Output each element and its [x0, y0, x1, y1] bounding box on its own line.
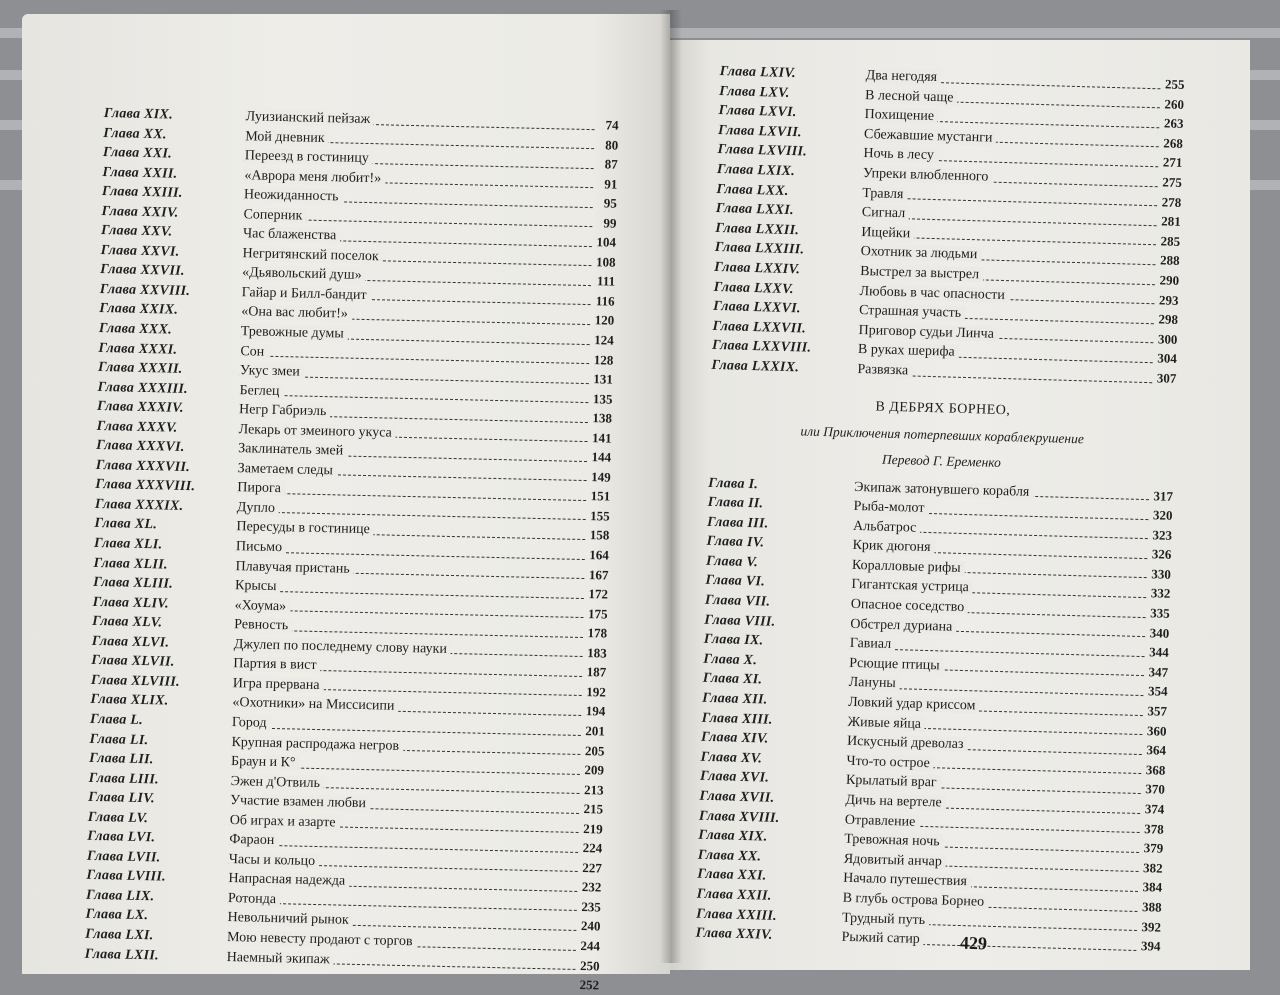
chapter-title: Пересуды в гостинице: [236, 520, 374, 538]
chapter-number: Глава LXX.: [716, 181, 789, 199]
chapter-number: Глава LX.: [85, 907, 149, 924]
page-ref: 192: [586, 683, 606, 700]
chapter-number: Глава LXXIII.: [714, 240, 805, 258]
page-ref: 158: [589, 527, 610, 544]
chapter-number: Глава LXXIX.: [711, 357, 800, 376]
page-ref: 263: [1163, 115, 1184, 132]
chapter-number: Глава LXIV.: [719, 63, 797, 82]
chapter-title: Ловкий удар криссом: [848, 695, 980, 714]
chapter-number: Глава VI.: [705, 573, 766, 590]
chapter-title: Выстрел за выстрел: [860, 264, 983, 282]
page-ref: 215: [583, 801, 604, 817]
chapter-number: Глава XXXVIII.: [95, 477, 196, 495]
chapter-number: Глава VIII.: [704, 612, 776, 630]
page-ref: 394: [1140, 938, 1161, 954]
chapter-title: Лануны: [849, 675, 901, 691]
page-ref: 281: [1161, 213, 1181, 230]
page-ref: 120: [594, 312, 615, 329]
chapter-number: Глава XLI.: [93, 535, 163, 553]
page-ref: 95: [603, 195, 618, 211]
page-ref: 374: [1144, 801, 1165, 817]
page-ref: 344: [1148, 644, 1169, 661]
page-ref: 213: [583, 781, 604, 798]
chapter-title: Упреки влюбленного: [863, 166, 993, 185]
chapter-number: Глава XXVIII.: [99, 281, 191, 299]
chapter-number: Глава XXIII.: [695, 906, 778, 924]
chapter-title: Охотник за людьми: [861, 244, 982, 262]
page-ref: 99: [603, 215, 617, 231]
chapter-number: Глава LXXII.: [715, 220, 800, 239]
page-ref: 326: [1151, 546, 1172, 563]
chapter-title: В лесной чаще: [865, 88, 958, 106]
chapter-number: Глава LVII.: [86, 848, 161, 866]
chapter-title: Альбатрос: [853, 519, 921, 536]
page-ref: 209: [584, 762, 605, 778]
chapter-number: Глава XXXIX.: [94, 496, 184, 514]
chapter-number: Глава LIV.: [88, 789, 156, 807]
page-ref: 128: [593, 351, 614, 368]
page-ref: 252: [579, 977, 600, 993]
chapter-title: Браун и К°: [231, 754, 300, 771]
chapter-title: Гавиал: [850, 636, 896, 652]
page-ref: 144: [591, 449, 612, 465]
chapter-number: Глава XXVI.: [100, 242, 180, 260]
chapter-title: Похищение: [864, 107, 938, 124]
page-ref: 131: [593, 371, 614, 387]
chapter-number: Глава LII.: [88, 750, 154, 768]
chapter-title: Крысы: [235, 578, 281, 594]
chapter-title: Приговор судьи Линча: [858, 323, 998, 342]
page-ref: 235: [581, 898, 602, 915]
chapter-number: Глава XLIII.: [92, 575, 174, 592]
chapter-number: Глава XX.: [697, 847, 762, 865]
chapter-number: Глава III.: [706, 514, 769, 532]
chapter-title: «Аврора меня любит!»: [244, 168, 385, 186]
chapter-number: Глава LXXVIII.: [711, 338, 812, 356]
chapter-title: Заклинатель змей: [238, 441, 347, 458]
page-ref: 141: [591, 429, 612, 446]
page-ref: 255: [1164, 76, 1185, 92]
right-toc-list: [695, 62, 1184, 956]
chapter-title: Мой дневник: [245, 129, 329, 146]
page-ref: 167: [588, 566, 609, 583]
page-ref: 347: [1148, 664, 1169, 680]
chapter-number: Глава LVI.: [87, 829, 156, 846]
page-ref: 138: [592, 410, 613, 426]
chapter-number: Глава LXIX.: [716, 161, 796, 180]
chapter-number: Глава XXV.: [100, 223, 173, 240]
chapter-title: Страшная участь: [859, 303, 965, 321]
chapter-title: Крик дюгоня: [852, 538, 934, 555]
chapter-number: Глава LXII.: [84, 946, 160, 963]
chapter-number: Глава LIX.: [85, 887, 155, 905]
chapter-number: Глава LXXVI.: [712, 299, 802, 317]
page-ref: 201: [585, 723, 606, 739]
chapter-number: Глава LI.: [89, 731, 149, 748]
chapter-title: Крылатый враг: [846, 773, 941, 791]
page-ref: 183: [587, 644, 607, 661]
page-ref: 384: [1142, 879, 1163, 896]
page-ref: 87: [604, 156, 618, 172]
chapter-title: Живые яйца: [847, 714, 925, 731]
chapter-number: Глава XXXV.: [96, 418, 178, 436]
page-ref: 293: [1158, 291, 1179, 308]
chapter-number: Глава LXXI.: [715, 201, 795, 219]
chapter-title: Ищейки: [861, 225, 914, 241]
chapter-number: Глава XXII.: [102, 164, 178, 182]
page-ref: 304: [1157, 350, 1178, 367]
chapter-title: Тревожные думы: [241, 324, 348, 341]
chapter-title: Два негодяя: [865, 68, 941, 85]
chapter-number: Глава LV.: [87, 809, 149, 826]
chapter-title: Отравление: [845, 812, 920, 829]
chapter-number: Глава XXI.: [102, 145, 173, 162]
chapter-title: Тревожная ночь: [844, 832, 944, 850]
chapter-number: Глава XXI.: [697, 867, 767, 884]
chapter-number: Глава XLIV.: [92, 594, 170, 612]
chapter-number: Глава XXIV.: [101, 203, 179, 221]
left-page: [22, 14, 670, 993]
chapter-number: Глава XXVII.: [100, 262, 185, 280]
chapter-title: Фараон: [229, 832, 278, 848]
chapter-title: Ревность: [234, 617, 292, 633]
page-ref: 164: [589, 547, 610, 563]
book-gutter: [660, 10, 682, 963]
chapter-number: Глава X.: [703, 651, 758, 669]
page-ref: 378: [1144, 820, 1164, 837]
chapter-number: Глава LXXV.: [713, 279, 795, 297]
chapter-title: Заметаем следы: [238, 461, 337, 478]
page-ref: 354: [1147, 683, 1168, 700]
chapter-title: Эжен д'Отвиль: [230, 774, 324, 791]
chapter-title: Гигантская устрица: [851, 577, 973, 595]
page-ref: 155: [590, 508, 610, 524]
chapter-title: Гайар и Билл-бандит: [242, 285, 371, 303]
chapter-title: Лекарь от змеиного укуса: [238, 422, 396, 441]
chapter-title: «Дьявольский душ»: [242, 266, 366, 284]
chapter-title: Невольничий рынок: [227, 910, 353, 928]
page-ref: 379: [1143, 840, 1164, 856]
page-ref: 250: [579, 957, 600, 973]
page-ref: 178: [587, 625, 608, 641]
chapter-number: Глава XLII.: [93, 555, 168, 573]
page-ref: 124: [594, 332, 614, 348]
page-ref: 317: [1153, 487, 1174, 504]
chapter-number: Глава V.: [705, 553, 759, 571]
chapter-number: Глава L.: [89, 711, 144, 728]
page-ref: 194: [585, 703, 606, 719]
chapter-title: «Охотники» на Миссисипи: [232, 695, 398, 714]
chapter-number: Глава XXIX.: [99, 301, 179, 319]
page-ref: 244: [580, 937, 601, 954]
page-ref: 205: [584, 742, 605, 759]
page-ref: 172: [588, 586, 609, 602]
chapter-title: Беглец: [239, 383, 283, 399]
chapter-number: Глава XVII.: [699, 788, 775, 806]
chapter-title: Мою невесту продают с торгов: [227, 930, 417, 949]
page-ref: 108: [595, 254, 616, 270]
page-ref: 364: [1146, 742, 1167, 758]
page-ref: 368: [1145, 761, 1166, 778]
chapter-number: Глава XXXVI.: [96, 438, 185, 456]
chapter-title: Любовь в час опасности: [859, 284, 1009, 303]
page-ref: 320: [1152, 507, 1173, 523]
chapter-number: Глава XXXIII.: [97, 379, 189, 397]
chapter-title: Партия в вист: [233, 656, 321, 673]
page-ref: 116: [595, 293, 615, 309]
chapter-number: Глава I.: [708, 475, 759, 492]
chapter-number: Глава XL.: [94, 516, 158, 533]
chapter-number: Глава XXXIV.: [96, 399, 184, 417]
chapter-number: Глава XLVIII.: [90, 672, 181, 690]
chapter-title: Крупная распродажа негров: [231, 735, 403, 754]
chapter-title: Опасное соседство: [851, 597, 969, 615]
chapter-number: Глава XLVII.: [91, 653, 175, 671]
chapter-title: «Хоума»: [234, 598, 290, 614]
page-ref: 285: [1160, 233, 1181, 249]
chapter-title: Рсющие птицы: [849, 656, 944, 674]
page-ref: 290: [1159, 272, 1180, 288]
chapter-title: «Она вас любит!»: [241, 305, 352, 323]
chapter-title: Город: [232, 715, 271, 731]
page-ref: 278: [1161, 193, 1182, 210]
page-ref: 268: [1163, 135, 1184, 151]
chapter-number: Глава XXX.: [98, 320, 173, 338]
chapter-title: Напрасная надежда: [228, 871, 349, 889]
chapter-title: Коралловые рифы: [852, 558, 965, 576]
chapter-number: Глава XI.: [702, 671, 763, 688]
left-toc-list: [84, 104, 619, 995]
section-subtitle: или Приключения потерпевших кораблекрушение: [800, 422, 1085, 446]
chapter-number: Глава LXXIV.: [714, 259, 801, 278]
page-ref: 288: [1159, 252, 1180, 269]
chapter-title: Трудный путь: [842, 910, 929, 927]
page-ref: 298: [1158, 311, 1179, 328]
page-ref: 74: [605, 117, 619, 133]
chapter-number: Глава XVIII.: [698, 808, 780, 826]
chapter-title: Экипаж затонувшего корабля: [854, 479, 1034, 499]
page-ref: 323: [1152, 526, 1173, 543]
chapter-number: Глава LXI.: [84, 926, 154, 944]
right-page: [670, 40, 1250, 970]
chapter-number: Глава VII.: [704, 592, 771, 610]
chapter-number: Глава XLV.: [92, 614, 163, 631]
chapter-number: Глава XXII.: [696, 886, 772, 904]
chapter-title: Ночь в лесу: [863, 146, 938, 163]
page-ref: 111: [596, 273, 616, 290]
chapter-title: Наемный экипаж: [227, 950, 334, 967]
chapter-number: Глава XIX.: [698, 827, 768, 845]
chapter-number: Глава LIII.: [88, 770, 160, 788]
chapter-title: Ядовитый анчар: [844, 852, 946, 870]
page-ref: 370: [1145, 781, 1166, 798]
chapter-number: Глава XLVI.: [91, 633, 170, 651]
chapter-number: Глава XV.: [700, 749, 763, 767]
chapter-title: Дупло: [237, 500, 279, 516]
chapter-title: Развязка: [857, 362, 912, 379]
chapter-number: Глава XX.: [103, 125, 167, 142]
chapter-number: Глава XIV.: [700, 729, 769, 747]
chapter-title: Об играх и азарте: [230, 813, 340, 830]
chapter-title: Травля: [862, 186, 907, 202]
page-ref: 300: [1157, 331, 1178, 347]
chapter-number: Глава IX.: [703, 632, 764, 649]
page-number: 429: [959, 932, 988, 954]
chapter-title: Рыжий сатир: [841, 930, 924, 947]
page-ref: 151: [590, 488, 611, 504]
chapter-title: В глубь острова Борнео: [842, 891, 988, 910]
chapter-number: Глава XXIII.: [101, 184, 183, 201]
page-ref: 260: [1164, 96, 1185, 112]
chapter-title: Игра прервана: [233, 676, 324, 693]
chapter-number: Глава XLIX.: [90, 692, 169, 710]
chapter-number: Глава LXVIII.: [717, 142, 808, 160]
chapter-number: Глава IV.: [706, 534, 765, 551]
chapter-title: Негритянский поселок: [242, 246, 382, 264]
chapter-title: Пирога: [237, 481, 285, 497]
chapter-number: Глава LXVI.: [718, 103, 797, 121]
page-ref: 227: [582, 859, 602, 876]
chapter-number: Глава LXXVII.: [712, 318, 807, 337]
page-ref: 360: [1146, 722, 1167, 739]
section-title: В ДЕБРЯХ БОРНЕО,: [875, 398, 1011, 418]
chapter-number: Глава XXIV.: [695, 925, 773, 943]
chapter-title: Рыба-молот: [853, 499, 928, 516]
translator-credit: Перевод Г. Еременко: [881, 451, 1002, 470]
chapter-number: Глава XVI.: [699, 769, 770, 787]
chapter-title: Луизианский пейзаж: [246, 109, 375, 127]
chapter-title: Неожиданность: [244, 187, 343, 204]
page-ref: 392: [1141, 918, 1162, 935]
page-ref: 232: [581, 879, 602, 895]
page-ref: 135: [592, 390, 613, 407]
chapter-title: Сигнал: [862, 205, 910, 221]
page-ref: 330: [1151, 566, 1172, 582]
page-ref: 335: [1150, 605, 1170, 621]
chapter-title: Сон: [240, 344, 268, 360]
chapter-number: Глава XIII.: [701, 710, 773, 728]
page-ref: 104: [596, 234, 617, 250]
page-ref: 388: [1141, 899, 1162, 915]
page-ref: 224: [582, 840, 603, 856]
chapter-title: Джулеп по последнему слову науки: [234, 637, 451, 657]
page-ref: 80: [605, 136, 619, 153]
chapter-number: Глава XIX.: [103, 105, 174, 123]
chapter-title: Соперник: [243, 207, 306, 223]
chapter-number: Глава LVIII.: [86, 868, 167, 885]
page-ref: 91: [604, 176, 618, 192]
page-ref: 271: [1162, 154, 1183, 171]
chapter-title: Начало путешествия: [843, 871, 971, 890]
page-ref: 382: [1142, 859, 1163, 876]
page-ref: 240: [580, 918, 601, 934]
chapter-number: Глава XXXII.: [97, 360, 183, 377]
chapter-title: Что-то острое: [846, 754, 934, 771]
chapter-number: Глава XXXI.: [98, 340, 178, 358]
chapter-number: Глава XXXVII.: [95, 457, 191, 475]
chapter-title: Укус змеи: [240, 363, 304, 379]
chapter-title: Сбежавшие мустанги: [864, 127, 997, 146]
chapter-title: Искусный древолаз: [847, 734, 968, 752]
page-ref: 340: [1149, 624, 1170, 641]
chapter-title: Негр Габриэль: [239, 402, 331, 419]
chapter-title: Участие взамен любви: [230, 793, 370, 811]
chapter-title: Ротонда: [228, 891, 280, 907]
page-ref: 307: [1156, 370, 1177, 386]
page-ref: 332: [1150, 585, 1171, 602]
chapter-number: Глава XII.: [702, 690, 768, 708]
chapter-title: Часы и кольцо: [229, 852, 320, 869]
page-ref: 149: [591, 468, 611, 485]
chapter-title: Дичь на вертеле: [845, 793, 946, 811]
chapter-title: Час блаженства: [243, 226, 340, 243]
chapter-title: Плавучая пристань: [235, 559, 354, 577]
chapter-number: Глава LXV.: [718, 83, 790, 101]
chapter-number: Глава LXVII.: [717, 122, 803, 141]
page-ref: 219: [583, 820, 603, 837]
page-ref: 175: [587, 605, 608, 622]
chapter-title: Переезд в гостиницу: [245, 148, 373, 166]
page-ref: 187: [586, 664, 607, 680]
chapter-title: Обстрел дуриана: [850, 617, 956, 635]
page-ref: 275: [1162, 174, 1183, 190]
chapter-title: В руках шерифа: [858, 342, 959, 360]
chapter-number: Глава II.: [707, 494, 764, 512]
chapter-title: Письмо: [236, 539, 286, 555]
page-ref: 357: [1147, 703, 1168, 719]
